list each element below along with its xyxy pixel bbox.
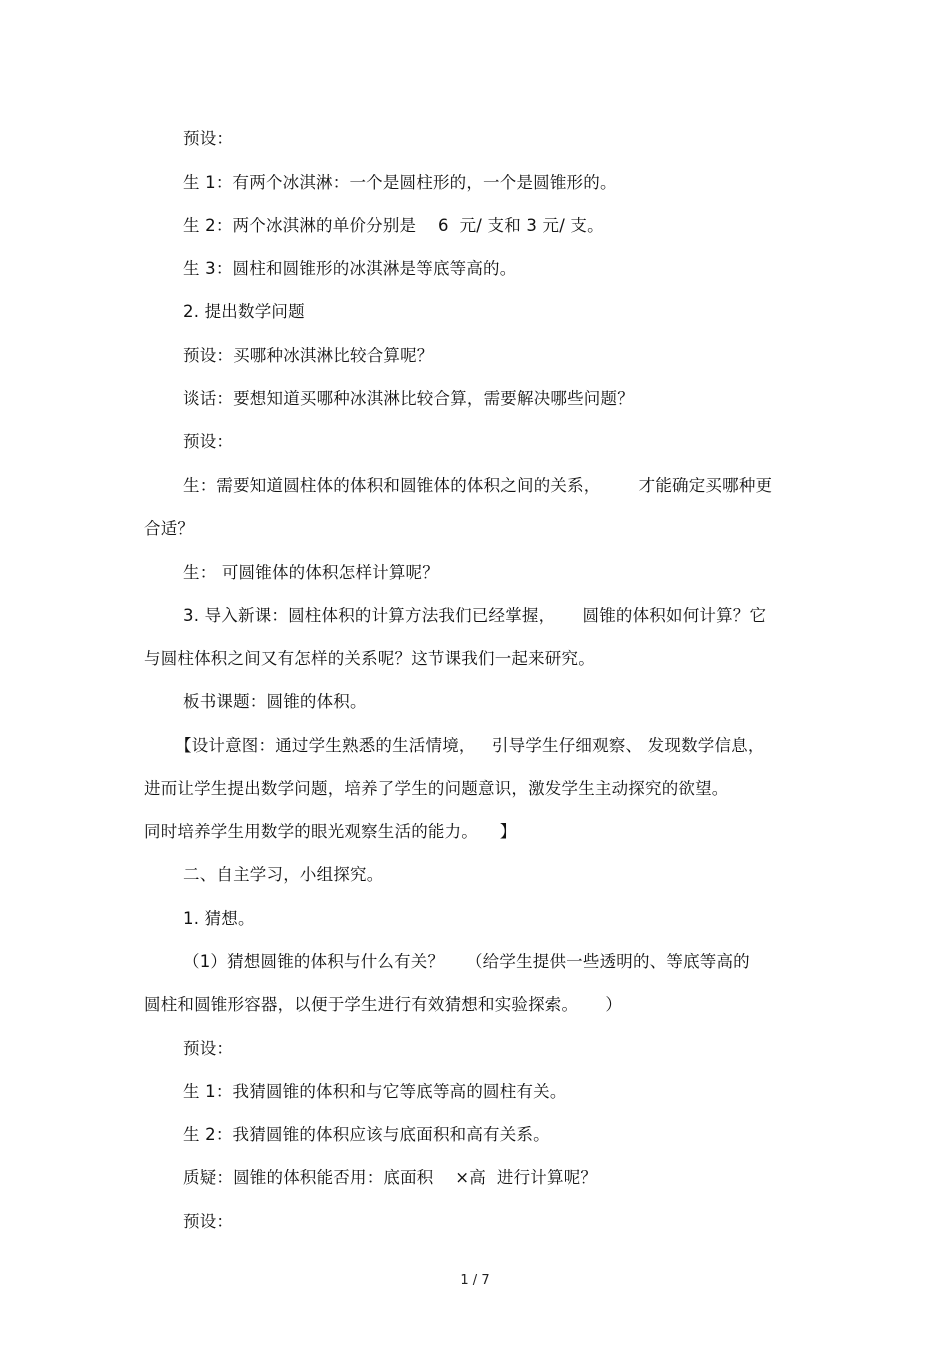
section-heading-new-lesson: 3. 导入新课：圆柱体积的计算方法我们已经掌握， 圆锥的体积如何计算？它 [183,606,767,625]
page-number: 1 / 7 [460,1273,490,1288]
text-line-new-lesson-cont: 与圆柱体积之间又有怎样的关系呢？这节课我们一起来研究。 [144,649,595,668]
text-line-student-2: 生 2：两个冰淇淋的单价分别是 6 元/ 支和 3 元/ 支。 [183,216,604,235]
text-line-talk: 谈话：要想知道买哪种冰淇淋比较合算，需要解决哪些问题？ [183,389,634,408]
design-intent-line-1: 【设计意图：通过学生熟悉的生活情境， 引导学生仔细观察、 发现数学信息， [175,736,765,755]
text-line-guess-question-cont: 圆柱和圆锥形容器，以便于学生进行有效猜想和实验探索。 ） [144,995,623,1014]
section-heading-raise-question: 2. 提出数学问题 [183,302,305,321]
text-line-guess-student-1: 生 1：我猜圆锥的体积和与它等底等高的圆柱有关。 [183,1082,567,1101]
design-intent-line-2: 进而让学生提出数学问题，培养了学生的问题意识，激发学生主动探究的欲望。 [144,779,729,798]
text-line-presume-5: 预设： [183,1212,234,1231]
section-heading-self-study: 二、自主学习，小组探究。 [183,865,384,884]
text-line-student-need: 生：需要知道圆柱体的体积和圆锥体的体积之间的关系， 才能确定买哪种更 [183,476,773,495]
subsection-heading-guess: 1. 猜想。 [183,909,255,928]
text-line-student-need-cont: 合适？ [144,519,195,538]
text-line-guess-student-2: 生 2：我猜圆锥的体积应该与底面积和高有关系。 [183,1125,550,1144]
text-line-guess-question: （1）猜想圆锥的体积与什么有关？ （给学生提供一些透明的、等底等高的 [183,952,750,971]
design-intent-line-3: 同时培养学生用数学的眼光观察生活的能力。 】 [144,822,517,841]
text-line-student-3: 生 3：圆柱和圆锥形的冰淇淋是等底等高的。 [183,259,517,278]
text-line-presume-1: 预设： [183,129,234,148]
text-line-student-ask: 生： 可圆锥体的体积怎样计算呢？ [183,563,439,582]
text-line-presume-3: 预设： [183,432,234,451]
text-line-question-formula: 质疑：圆锥的体积能否用：底面积 ×高 进行计算呢？ [183,1168,598,1187]
text-line-student-1: 生 1：有两个冰淇淋：一个是圆柱形的，一个是圆锥形的。 [183,173,617,192]
text-line-presume-4: 预设： [183,1039,234,1058]
text-line-board-title: 板书课题：圆锥的体积。 [183,692,367,711]
text-line-presume-2: 预设：买哪种冰淇淋比较合算呢？ [183,346,434,365]
